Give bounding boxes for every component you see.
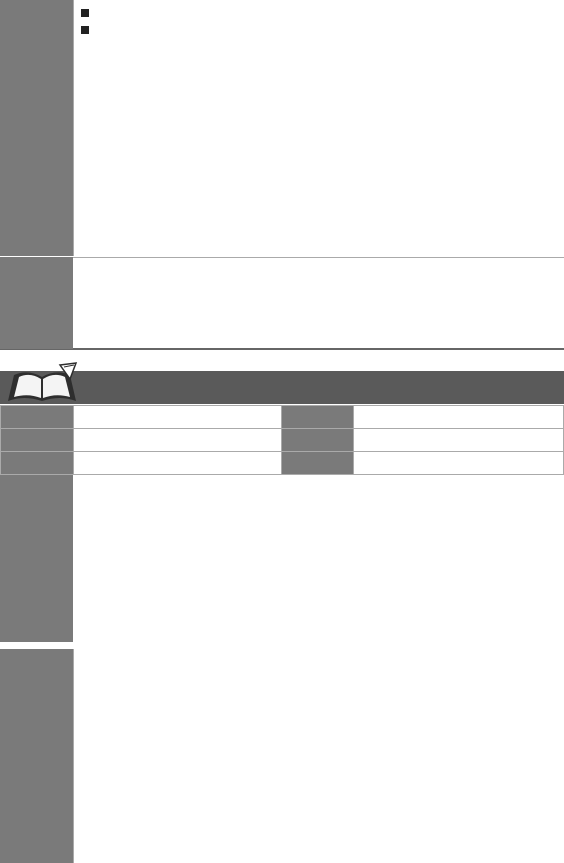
title-banner — [0, 371, 564, 404]
info-table — [0, 405, 564, 475]
question-leadership — [81, 7, 558, 23]
qa-label-cell — [0, 649, 73, 863]
note-content — [73, 257, 564, 349]
track-label — [282, 452, 354, 475]
track-value — [354, 452, 564, 475]
result-value — [354, 429, 564, 452]
type-value — [73, 452, 282, 475]
banner-title — [0, 371, 564, 404]
note-label-cell — [0, 257, 73, 349]
university-value — [73, 406, 282, 429]
dept-value — [354, 406, 564, 429]
result-label — [282, 429, 354, 452]
overview-label-cell — [0, 475, 73, 642]
qa-content — [73, 649, 564, 863]
bullet-square-icon — [81, 9, 89, 17]
previous-review-section — [0, 0, 564, 350]
open-book-icon — [4, 361, 80, 405]
dept-label — [282, 406, 354, 429]
university-label — [1, 406, 74, 429]
type-label — [1, 452, 74, 475]
previous-answers — [73, 0, 564, 256]
date-value — [73, 429, 282, 452]
bullet-square-icon — [81, 26, 89, 34]
question-last-words — [81, 24, 558, 40]
previous-section-label-cell — [0, 0, 73, 256]
date-label — [1, 429, 74, 452]
